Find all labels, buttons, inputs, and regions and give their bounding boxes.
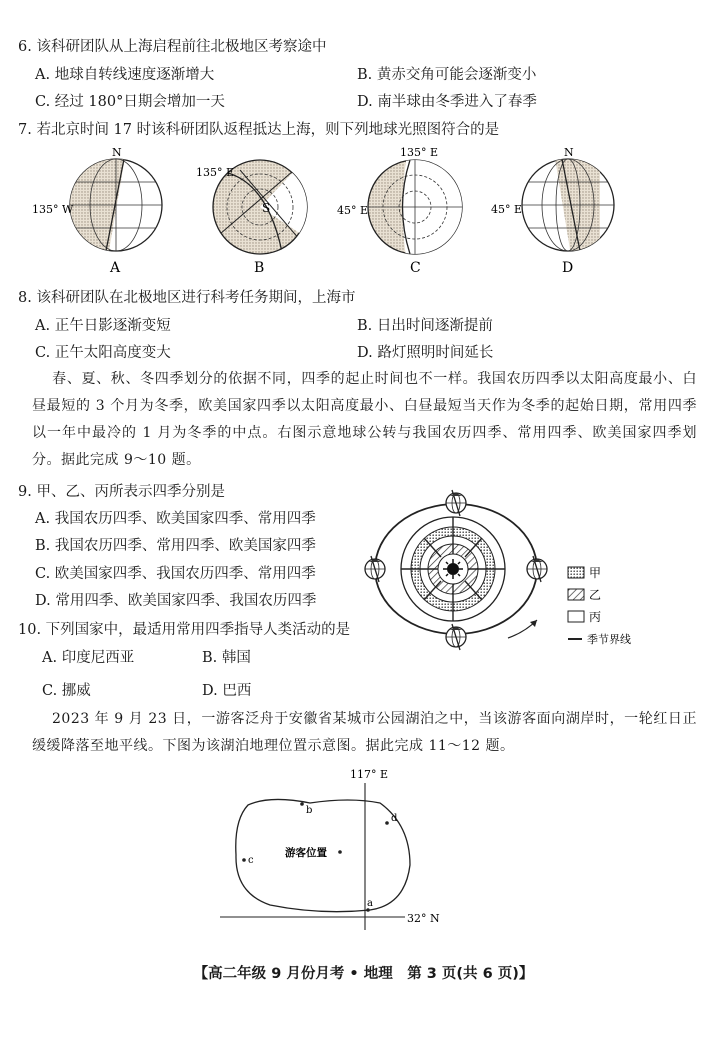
- globe-a-lon: 135° W: [32, 203, 74, 216]
- q6-option-a: A. 地球自转线速度逐渐增大: [35, 67, 215, 83]
- legend-label-jia: 甲: [589, 566, 602, 580]
- earth-icon-top: [446, 490, 466, 516]
- globe-c: [337, 140, 480, 280]
- q6-option-b: B. 黄赤交角可能会逐渐变小: [357, 67, 537, 83]
- q10-stem: 10. 下列国家中，最适用常用四季指导人类活动的是: [18, 622, 351, 638]
- orbit-seasons-diagram: [360, 480, 660, 660]
- legend-swatch-jia: [568, 567, 584, 578]
- globe-a: [32, 140, 170, 280]
- q9-option-c: C. 欧美国家四季、我国农历四季、常用四季: [35, 566, 316, 582]
- globe-c-left-lon: 45° E: [337, 204, 369, 217]
- q8-stem: 8. 该科研团队在北极地区进行科考任务期间，上海市: [18, 290, 356, 306]
- globe-d: [491, 140, 620, 280]
- point-c-label: c: [248, 855, 254, 866]
- page-footer: 【高二年级 9 月份月考 • 地理 第 3 页(共 6 页)】: [193, 966, 534, 982]
- tourist-position-marker: [338, 850, 342, 854]
- globe-b-lon: 135° E: [196, 166, 235, 179]
- point-b-label: b: [306, 805, 313, 816]
- legend-swatch-bing: [568, 611, 584, 622]
- legend-label-boundary: 季节界线: [587, 633, 631, 646]
- latitude-label: 32° N: [407, 912, 440, 925]
- q10-option-d: D. 巴西: [202, 683, 252, 699]
- legend-swatch-yi: [568, 589, 584, 600]
- globe-b: [196, 160, 319, 276]
- globe-d-lon: 45° E: [491, 203, 523, 216]
- q9-option-b: B. 我国农历四季、常用四季、欧美国家四季: [35, 538, 316, 554]
- q7-figures: [0, 140, 727, 280]
- legend-label-bing: 丙: [589, 610, 602, 624]
- earth-icon-left: [365, 556, 385, 582]
- passage-9-10: 春、夏、秋、冬四季划分的依据不同，四季的起止时间也不一样。我国农历四季以太阳高度最小、白昼最短的 3 个月为冬季，欧美国家四季以太阳高度最小、白昼最短当天作为冬季的起始日期，常用四季以一年中最冷的 1 月为冬季的中点。右图示意地球公转与我国农历四季、常用四季、欧美国家四季划分。据此完成 9～10 题。: [32, 371, 697, 468]
- globe-d-label: D: [562, 260, 574, 276]
- q10-option-b: B. 韩国: [202, 650, 251, 666]
- globe-a-label: A: [110, 260, 121, 276]
- longitude-label: 117° E: [350, 768, 389, 781]
- q6-option-d: D. 南半球由冬季进入了春季: [357, 94, 537, 110]
- globe-d-north: N: [564, 146, 574, 159]
- q8-option-b: B. 日出时间逐渐提前: [357, 318, 493, 334]
- legend: [568, 566, 631, 646]
- point-c-marker: [242, 858, 246, 862]
- q7-stem: 7. 若北京时间 17 时该科研团队返程抵达上海，则下列地球光照图符合的是: [18, 122, 500, 138]
- q8-option-a: A. 正午日影逐渐变短: [35, 318, 171, 334]
- point-d-marker: [385, 821, 389, 825]
- passage-11-12: 2023 年 9 月 23 日，一游客泛舟于安徽省某城市公园湖泊之中，当该游客面向湖岸时，一轮红日正缓缓降落至地平线。下图为该湖泊地理位置示意图。据此完成 11～12 题。: [32, 711, 697, 754]
- q10-option-a: A. 印度尼西亚: [42, 650, 135, 666]
- point-b-marker: [300, 802, 304, 806]
- q8-option-c: C. 正午太阳高度变大: [35, 345, 171, 361]
- legend-label-yi: 乙: [589, 588, 602, 602]
- globe-b-label: B: [254, 260, 265, 276]
- q9-option-a: A. 我国农历四季、欧美国家四季、常用四季: [35, 511, 316, 527]
- globe-a-north: N: [112, 146, 122, 159]
- q8-option-d: D. 路灯照明时间延长: [357, 345, 494, 361]
- lake-location-map: [200, 765, 460, 935]
- q6-stem: 6. 该科研团队从上海启程前往北极地区考察途中: [18, 39, 327, 55]
- sun-icon: [443, 559, 463, 579]
- earth-icon-bottom: [446, 624, 466, 650]
- globe-b-pole: S: [262, 201, 271, 215]
- q9-stem: 9. 甲、乙、丙所表示四季分别是: [18, 484, 225, 500]
- q6-option-c: C. 经过 180°日期会增加一天: [35, 94, 225, 110]
- q9-option-d: D. 常用四季、欧美国家四季、我国农历四季: [35, 593, 317, 609]
- globe-c-top-lon: 135° E: [400, 146, 439, 159]
- earth-icon-right: [527, 556, 547, 582]
- point-d-label: d: [391, 813, 398, 824]
- q10-option-c: C. 挪威: [42, 683, 91, 699]
- point-a-label: a: [367, 898, 373, 909]
- tourist-position-label: 游客位置: [285, 847, 327, 859]
- globe-c-label: C: [410, 260, 421, 276]
